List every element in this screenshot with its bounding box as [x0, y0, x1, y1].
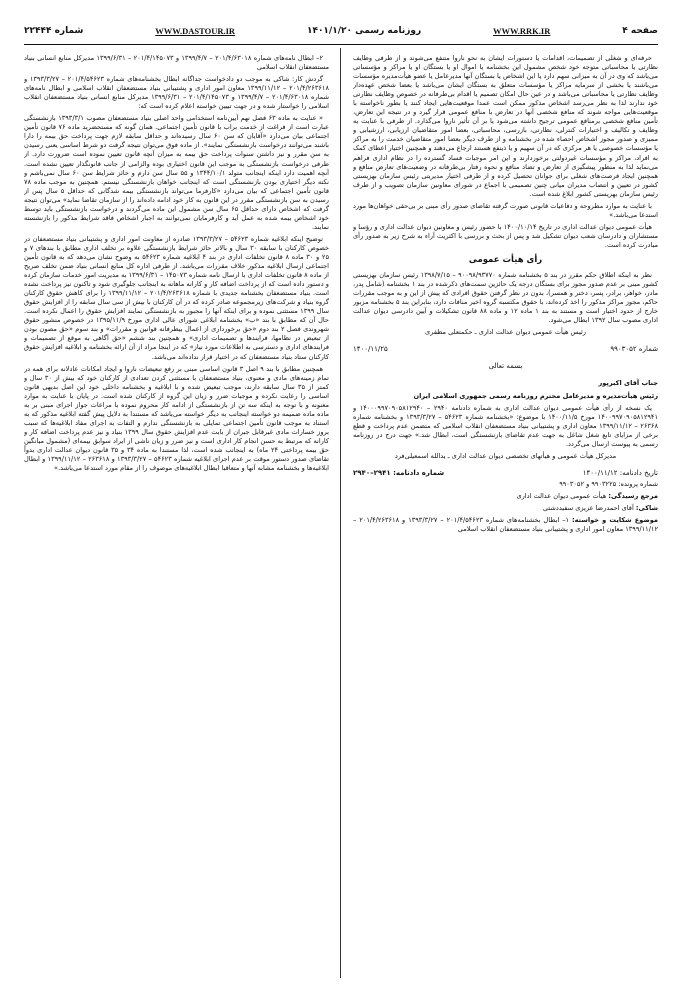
paragraph: با عنایت به موارد مطروحه و دفاعیات قانونی صورت گرفته تقاضای صدور رأی مبنی بر بی‌حقی خواهان‌ها مورد استدعا می‌باشد.»: [353, 201, 658, 219]
right-column: [353, 54, 658, 974]
verdict-date: تاریخ دادنامه: ۱۴۰۰/۱۱/۱۲: [582, 468, 658, 477]
site-link-rrk[interactable]: WWW.RRK.IR: [493, 26, 551, 36]
page-number: صفحه ۴: [622, 26, 658, 36]
case-meta: [353, 469, 658, 478]
file-number: شماره پرونده: ۹۹۰۳۲۲۵ و ۹۹۰۳۰۵۲: [559, 479, 658, 488]
paragraph: هیأت عمومی دیوان عدالت اداری در تاریخ ۱۴۰۰/۱۰/۱۴ با حضور رئیس و معاونین دیوان عدالت اداری و رؤسا و مستشاران و دادرسان شعب دیوان تشکیل شد و پس از بحث و بررسی با اکثریت آراء به شرح زیر به صدور رأی مبادرت کرده است.: [353, 222, 658, 249]
letter-date: ۱۴۰۰/۱۱/۲۵: [353, 345, 388, 354]
left-column: [24, 54, 329, 974]
subject-label: موضوع شکایت و خواسته:: [572, 516, 658, 525]
subject-row: [353, 516, 658, 534]
ruling-title: رأی هیأت عمومی: [468, 254, 543, 265]
paragraph: « عنایت به ماده ۶۳ فصل نهم آیین‌نامه استخدامی واحد اصلی بنیاد مستضعفان مصوب ۱۳۹۳/۳/۱ بازنشستگی عبارت است از فراغت از خدمت براب با قانون تأمین اجتماعی. همان گونه که مستحضرید ماده ۷۶ قانون تأمین اجتماعی بیان می‌دارد «آقایان که سن ۶۰ سال رسیده‌اند و حداقل سابقه لازم جهت پرداخت حق بیمه را دارا باشند می‌توانند درخواست بازنشستگی نمایند». از ماده فوق می‌توان نتیجه گرفت دو شرط اساسی یعنی رسیدن به سن مقرر و نیز داشتن سنوات پرداخت حق بیمه به میزان آنچه قانون تعیین نموده است ضرورت دارد. از طرفی درخواست بازنشستگی به موجب این قانون اختیاری بوده والزامی از جانب قانونگذار تعیین نشده است. آنچه اهمیت دارد اینکه اینجانب متولد ۱۳۴۴/۱۰/۱ و ۵۵ سال سن دارم و حائز شرایط سن ۶۰ سال نمی‌باشم و نکته دیگر اختیاری بودن بازنشستگی است که اینجانب خواهان بازنشستگی نیستم. همچنین به موجب ماده ۷۸ قانون تأمین اجتماعی که بیان می‌دارد «کارفرما می‌تواند بازنشستگی بیمه شدگانی که حداقل ۵ سال پس از رسیدن به سن بازنشستگی مقرر در این قانون به کار خود ادامه داده‌اند را از سازمان تقاضا نماید» می‌توان نتیجه گرفت که اشخاص دارای حداقل ۶۵ سال سن مشمول این ماده می‌گردند و درخواست بازنشستگی باید توسط خود اشخاص بیمه شده به عمل آید و کارفرمایان نمی‌توانند به اجبار اشخاص فاقد شرایط مذکور را بازنشسته نمایند.: [24, 114, 329, 231]
issue-number: شماره ۲۲۴۴۴: [24, 26, 84, 36]
paragraph: حرفه‌ای و شغلی از تصمیمات، اقدامات یا دستورات ایشان به نحو ناروا متنفع می‌شوند و از طرفی وظایف نظارتی یا محاسباتی متوجه خود شخص مشمول این بخشنامه یا اموال او یا بستگان او یا مراکز و مؤسساتی می‌باشد که وی در آن به میزانی سهم دارد یا این اشخاص یا بستگان آنها مدیرعامل یا عضو هیأت‌مدیره مؤسسات می‌باشند یا بخشی از سرمایه مراکز یا مؤسسات متعلق به بستگان ایشان می‌باشد یا بعضا شخص عهده‌دار وظایف نظارتی یا محاسباتی می‌باشد و در عین حال امکان تصمیم یا اقدام بی‌طرفانه در خصوص وظایف نظارتی خود ندارند لذا به نظر می‌رسد اشخاص مذکور ممکن است عمدا موقعیت‌هایی ایجاد کنند یا بطور ناخواسته با موقعیت‌هایی مواجه شوند که منافع شخصی آنها در تعارض با منافع عمومی قرار گیرد و در نتیجه این تعارض، تأمین منافع شخصی برمنافع عمومی ترجیح داشته می‌شود یا بر آن تأثیر ناروا می‌گذارد. از طرفی با عنایت به وظایف و تکالیف و اختیارات کنترلی، نظارتی، بازرسی، محاسباتی، بعضا امور متقاضیان ارزیابی، ارزشیابی و ممیزی و صدور مجوز اشخاص احصاء شده در بخشنامه و از طرف دیگر بعضا امور متقاضیان خدمت را به مراکز یا مؤسسات خصوصی یا هر مرکزی که در آن سهیم و یا ذینفع هستند ارجاع می‌دهند و همچنین اختیار اعطای کمک به افراد، مراکز و مؤسسات غیردولتی برخوردارند و این امر موجبات فساد گسترده را در نظام اداری فراهم می‌نماید لذا به منظور پیشگیری از تعارض و تضاد منافع و نحوه رفتار بی‌طرفانه در وضعیت‌های تعارض منافع و همچنین ایجاد فرصت‌های شغلی برای جوانان تحصیل کرده و از طرفی اختیار مدیریتی رئیس سازمان بهزیستی کشور در تعیین و انتصاب مدیران میانی چنین تصمیمی با اجماع در شورای معاونین سازمان تصویب و از طرف رئیس سازمان بهزیستی کشور ابلاغ شده است.: [353, 54, 658, 198]
reference-label: مرجع رسیدگی:: [608, 491, 658, 500]
column-divider: [340, 48, 341, 978]
plaintiff-value: آقای احمدرضا عزیزی سفیددشتی: [542, 503, 634, 512]
letter-number: شماره ۹۹۰۳۰۵۲: [610, 345, 658, 354]
page-header: [24, 18, 658, 45]
signature: مدیرکل هیأت عمومی و هیأتهای تخصصی دیوان عدالت اداری ـ یدالله اسمعیلی‌فرد: [394, 451, 617, 460]
paragraph: گردش کار: شاکی به موجب دو دادخواست جداگانه ابطال بخشنامه‌های شماره ۲۰۱/۴/۵۴۶۲۳ – ۱۳۹۳/۳/۲۷ و ۲۰۱/۴/۲۶۳۶۱۸ – ۱۳۹۹/۱۱/۱۲ معاون امور اداری و پشتیبانی بنیاد مستضعفان انقلاب اسلامی و ابطال نامه‌های شماره ۲۰۱/۴/۶۳۰۱۸ – ۱۳۹۹/۴/۷ و ۲۰۱/۴/۱۴۵۰۷۳ – ۱۳۹۹/۶/۳۱ مدیرکل منابع انسانی بنیاد مستضعفان انقلاب اسلامی را خواستار شده و در جهت تبیین خواسته اعلام کرده است که:: [24, 75, 329, 111]
newspaper-date: روزنامه رسمی ۱۴۰۱/۱/۲۰: [306, 26, 422, 36]
addressee-name: جناب آقای اکبرپور: [598, 379, 658, 388]
paragraph: همچنین مطابق با بند ۹ اصل ۳ قانون اساسی مبنی بر رفع تبعیضات ناروا و ایجاد امکانات عادلانه برای همه در تمام زمینه‌های مادی و معنوی، بنیاد مستضعفان با مستثنی کردن تعدادی از کارکنان خود که بیش از ۳۰ سال و کمتر از ۳۵ سال سابقه دارند، موجب تبعیض شده و با ابلاغیه و بخشنامه داخلی خود این اصل بدیهی قانون اساسی را رعایت نکرده و موجبات ضرر و زیان این گروه از کارکنان شده است. در پایان با عنایت به موارد معنونه و با توجه به اینکه سه تن از بازنشستگی از ادامه کار محروم نموده با مراعات جواز اجرای مبنی بر به ماده ماده ضمیمه دو خواسته اینجانب به دیگر خواسته می‌باشد که مستندا به دلایل پیش گفته ابلاغیه مذکور که به استناد به موجب قانون تأمین اجتماعی تمایلی به بازنشستگی ندارم و التفات به اجرای مفاد ابلاغیه‌ها که سبب بروز خسارات مادی غیرقابل جبران از بابت عدم افزایش حقوق سال ۱۳۹۹ بنیاد و نیز عدم پرداخت اضافه کار و کارانه که مرتبط به حسن انجام کار اداری است و نیز ضرر و زیان ناشی از ایراد سوابق بیمه‌ای (مشمول میانگین حق بیمه پرداختی ۲۴ ماه) به اینجانب شده است، لذا مستندا به ماده ۳۴ و ۳۵ قانون دیوان عدالت اداری بدواً تقاضای صدور دستور موقت بر عدم اجرای ابلاغیه شماره ۵۴۶۲۳ – ۱۳۹۳/۳/۲۷ و ۲۶۳۶۱۸ – ۱۳۹۹/۱۱/۱۲ و ابطال ابلاغیه‌ها و بخشنامه مشابه آنها و متعاقبا ابطال ابلاغیه‌های موصوف را از مقام مورد استدعا می‌باشد.»: [24, 364, 329, 473]
signature: رئیس هیأت عمومی دیوان عدالت اداری ـ حکمتعلی مظفری: [425, 328, 586, 337]
newspaper-page: [24, 18, 658, 978]
letter-meta: [353, 345, 658, 354]
reference-value: هیأت عمومی دیوان عدالت اداری: [516, 491, 607, 500]
plaintiff-label: شاکی:: [635, 503, 658, 512]
verdict-number: شماره دادنامه: ۲۹۴۱–۲۹۴۰: [353, 468, 445, 477]
paragraph: توضیح اینکه ابلاغیه شماره ۵۴۶۲۳ – ۱۳۹۳/۳/۲۷ صادره از معاونت امور اداری و پشتیبانی بنیاد مستضعفان در خصوص کارکنان با سابقه ۳۰ سال و بالاتر حائز شرایط بازنشستگی علاوه بر تخلف اداری مطابق با بندهای ۷ و ۲۵ و ۳۰ ماده ۸ قانون تخلفات اداری در بند ۴ ابلاغیه شماره ۵۴۶۲۳ به وضوح نشان می‌دهد که به قانون تأمین اجتماعی ارسال ابلاغیه مذکور خلاف مقررات می‌باشد. از طرفی اداره کل منابع انسانی بنیاد ضمن تخلف صریح از ماده ۸ قانون تخلفات اداری با ارسال نامه شماره ۱۴۵۰۷۳ – ۱۳۹۹/۶/۳۱ به مدیریت امور خدمات سازمان کرده و دستور داده است که از پرداخت اضافه کار و کارانه ماهانه به اینجانب جلوگیری شود و تاکنون نیز پرداخت نشده است. بنیاد مستضعفان بخشنامه جدیدی با شماره ۲۰۱/۴/۲۶۳۶۱۸ – ۱۳۹۹/۱۱/۱۲ را برای کاهش حقوق کارکنان گروه بنیاد و شرکت‌های زیرمجموعه صادر کرده که در آن کارکنان با بیش از سی سال سابقه را از افزایش حقوق سال ۱۳۹۹ مستثنی نموده و برای اینکه آنها را مجبور به بازنشستگی نمایند افزایش حقوق را اعمال نکرده است. حال آن که مطابق با بند «ب» بخشنامه ابلاغی شورای عالی اداری مورخ ۱۳۹۵/۱۱/۹ در خصوص منشور حقوق شهروندی فصل ۲ بند دوم «حق برخورداری از اعمال بیطرفانه قوانین و مقررات» و بند سوم «حق مصون بودن از تبعیض در نظامها، فرایندها و تصمیمات اداری» و همچنین بند ششم «حق آگاهی به موقع از تصمیمات و فرایندهای اداری و دسترسی به اطلاعات مورد نیاز» که در اینجا مراد از آن ارائه بخشنامه و ابلاغیه افزایش حقوق کارکنان ستاد بنیاد مستضعفان که در اختیار قرار نداده‌اند می‌باشد.: [24, 234, 329, 361]
paragraph: ۲– ابطال نامه‌های شماره ۲۰۱/۴/۶۳۰۱۸ – ۱۳۹۹/۴/۷ و ۲۰۱/۴/۱۴۵۰۷۳ – ۱۳۹۹/۶/۳۱ مدیرکل منابع انسانی بنیاد مستضعفان انقلاب اسلامی: [24, 54, 329, 72]
subject-value: ۱– ابطال بخشنامه‌های شماره ۲۰۱/۴/۵۴۶۲۳ – ۱۳۹۳/۳/۲۷ و ۲۰۱/۴/۲۶۳۶۱۸ – ۱۳۹۹/۱۱/۱۲ معاون امور اداری و پشتیبانی بنیاد مستضعفان انقلاب اسلامی: [353, 516, 658, 534]
paragraph: نظر به اینکه اطلاق حکم مقرر در بند ۵ بخشنامه شماره ۹۰۰۹۸/۹۳۷۷۰ – ۱۳۹۸/۷/۱۵ رئیس سازمان بهزیستی کشور مبنی بر عدم صدور مجوز برای بستگان درجه یک حائزین سمت‌های ذکرشده در بند ۱ بخشنامه (شامل پدر، مادر، خواهر، برادر، پسر، دختر و همسر)، بدون در نظر گرفتن حقوق افرادی که پیش از این و به موجب مقررات حاکم، مجوز مراکز مذکور را اخذ کرده‌اند، با حقوق مکتسبه گروه اخیر منافات دارد، بنابراین بند ۵ بخشنامه مزبور خارج از حدود اختیار است و مستند به بند ۱ ماده ۱۲ و ماده ۸۸ قانون تشکیلات و آیین دادرسی دیوان عدالت اداری مصوب سال ۱۳۹۲ ابطال می‌شود.: [353, 271, 658, 325]
site-link-dastour[interactable]: WWW.DASTOUR.IR: [155, 26, 236, 36]
addressee-title: رئیس هیأت‌مدیره و مدیرعامل محترم روزنامه رسمی جمهوری اسلامی ایران: [413, 391, 658, 400]
bismillah: بسمه تعالی: [488, 362, 523, 371]
reference-row: [353, 492, 658, 501]
paragraph: یک نسخه از رأی هیأت عمومی دیوان عدالت اداری به شماره دادنامه ۲۹۴۰ – ۱۴۰۰۰۹۹۷۰۹۰۵۸۱۲۹۴۰ و ۱۴۰۰۹۹۷۰۹۰۵۸۱۲۹۴۱ مورخ ۱۴۰۰/۱۱/۵ با موضوع: «بخشنامه شماره ۵۴۶۲۳ – ۱۳۹۳/۳/۲۷ و بخشنامه شماره ۲۶۳۶۸ – ۱۳۹۹/۱۱/۱۲ معاون اداری و پشتیبانی بنیاد مستضعفان انقلاب اسلامی که متضمن عدم پرداخت و قطع برخی از مزایای تابع شغل شاغل به جهت عدم تقاضای بازنشستگی است، ابطال شد.» جهت درج در روزنامه رسمی به پیوست ارسال می‌گردد.: [353, 403, 658, 448]
plaintiff-row: [353, 504, 658, 513]
